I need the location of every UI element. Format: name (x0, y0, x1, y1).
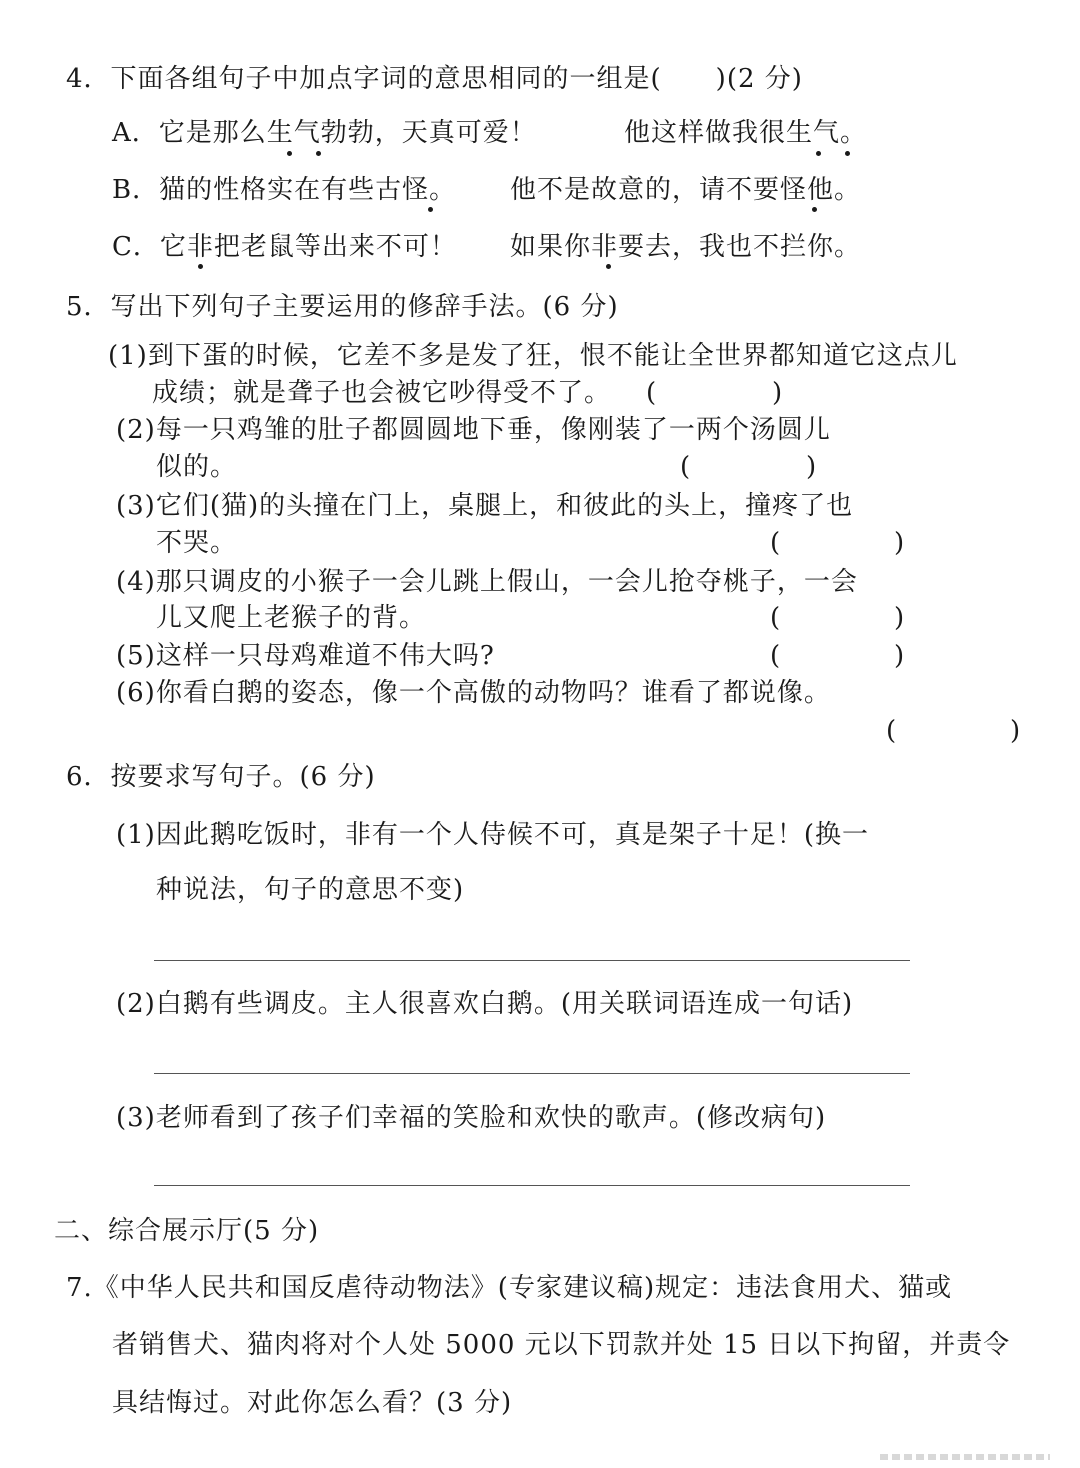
answer-paren-close: ) (806, 452, 817, 482)
q5-item-1-line2: 成绩；就是聋子也会被它吵得受不了。 (152, 378, 612, 408)
q6-item-2: (2)白鹅有些调皮。主人很喜欢白鹅。(用关联词语连成一句话) (116, 989, 854, 1019)
q6-item-3: (3)老师看到了孩子们幸福的笑脸和欢快的歌声。(修改病句) (116, 1103, 827, 1133)
emphasis-dot (428, 207, 433, 212)
q6-item-1-line2: 种说法，句子的意思不变) (156, 875, 465, 905)
q7-line1: 7.《中华人民共和国反虐待动物法》(专家建议稿)规定：违法食用犬、猫或 (66, 1273, 953, 1303)
q4-option-b: B．猫的性格实在有些古怪。 (112, 175, 457, 205)
q6-stem: 6．按要求写句子。(6 分) (66, 762, 376, 792)
q5-item-2-line1: (2)每一只鸡雏的肚子都圆圆地下垂，像刚装了一两个汤圆儿 (116, 415, 831, 445)
emphasis-dot (845, 151, 850, 156)
q5-item-3-line2: 不哭。 (156, 528, 238, 558)
q7-line3: 具结悔过。对此你怎么看？(3 分) (112, 1388, 513, 1418)
answer-line[interactable] (154, 960, 910, 961)
answer-line[interactable] (154, 1185, 910, 1186)
section-heading: 二、综合展示厅(5 分) (54, 1216, 320, 1246)
q4-option-a-second: 他这样做我很生气。 (624, 118, 868, 148)
q4-option-b-second: 他不是故意的，请不要怪他。 (510, 175, 862, 205)
q4-option-a: A．它是那么生气勃勃，天真可爱！ (112, 118, 537, 148)
answer-paren-close: ) (1010, 716, 1021, 746)
emphasis-dot (316, 151, 321, 156)
q4-option-c: C．它非把老鼠等出来不可！ (112, 232, 457, 262)
emphasis-dot (606, 264, 611, 269)
q5-item-4-line2: 儿又爬上老猴子的背。 (156, 603, 427, 633)
answer-paren-open: ( (770, 603, 781, 633)
emphasis-dot (198, 264, 203, 269)
answer-paren-close: ) (894, 603, 905, 633)
q6-item-1-line1: (1)因此鹅吃饭时，非有一个人侍候不可，真是架子十足！(换一 (116, 820, 869, 850)
answer-paren-close: ) (894, 528, 905, 558)
answer-line[interactable] (154, 1073, 910, 1074)
q7-line2: 者销售犬、猫肉将对个人处 5000 元以下罚款并处 15 日以下拘留，并责令 (112, 1330, 1011, 1360)
answer-paren-open: ( (770, 528, 781, 558)
q5-item-6: (6)你看白鹅的姿态，像一个高傲的动物吗？谁看了都说像。 (116, 678, 831, 708)
q5-item-5: (5)这样一只母鸡难道不伟大吗? (116, 641, 495, 671)
q4-option-c-second: 如果你非要去，我也不拦你。 (510, 232, 862, 262)
answer-paren-close: ) (772, 378, 783, 408)
q5-item-2-line2: 似的。 (156, 452, 238, 482)
q5-item-3-line1: (3)它们(猫)的头撞在门上，桌腿上，和彼此的头上，撞疼了也 (116, 491, 854, 521)
emphasis-dot (816, 151, 821, 156)
answer-paren-open: ( (646, 378, 657, 408)
emphasis-dot (812, 207, 817, 212)
emphasis-dot (287, 151, 292, 156)
answer-paren-close: ) (894, 641, 905, 671)
q4-stem: 4．下面各组句子中加点字词的意思相同的一组是( )(2 分) (66, 64, 803, 94)
faint-watermark (880, 1454, 1050, 1460)
q5-stem: 5．写出下列句子主要运用的修辞手法。(6 分) (66, 292, 619, 322)
q5-item-4-line1: (4)那只调皮的小猴子一会儿跳上假山，一会儿抢夺桃子，一会 (116, 567, 858, 597)
q5-item-1-line1: (1)到下蛋的时候，它差不多是发了狂，恨不能让全世界都知道它这点儿 (108, 341, 958, 371)
answer-paren-open: ( (680, 452, 691, 482)
answer-paren-open: ( (886, 716, 897, 746)
answer-paren-open: ( (770, 641, 781, 671)
